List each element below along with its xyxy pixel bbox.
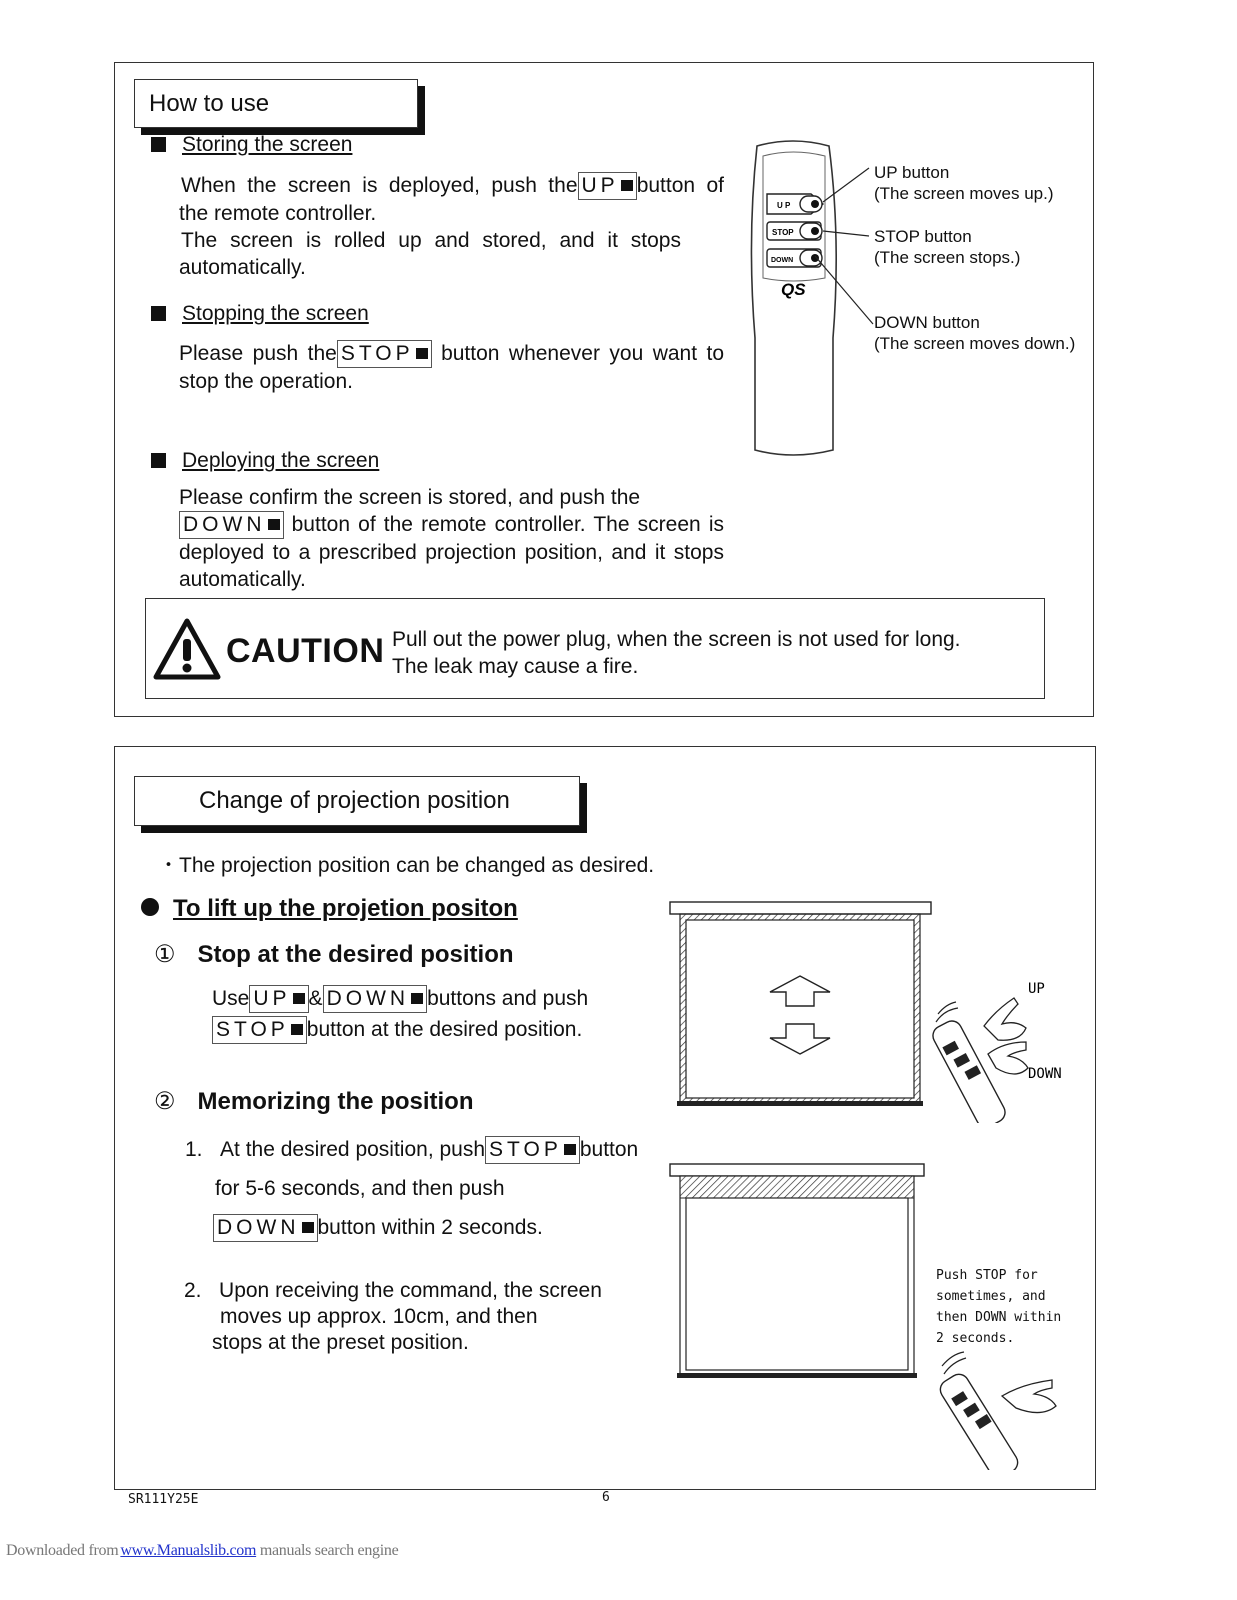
doc-code: SR111Y25E	[128, 1492, 199, 1507]
up-button-label: UP	[249, 985, 308, 1013]
bullet-circle-icon	[141, 898, 159, 916]
deploying-paragraph: Please confirm the screen is stored, and push the DOWN button of the remote controller. The screen is deployed to a prescribed projection position, and it stops automatically.	[179, 486, 724, 591]
stop-key	[767, 222, 822, 240]
manualslib-link[interactable]: www.Manualslib.com	[120, 1542, 257, 1559]
screen-adjust-figure	[666, 898, 1076, 1123]
down-button-label: DOWN	[323, 985, 428, 1013]
stop-button-label: STOP	[485, 1136, 580, 1164]
stop-key-text: STOP	[772, 228, 794, 237]
stop-button-label: STOP	[212, 1016, 307, 1044]
warning-triangle-icon	[152, 617, 222, 681]
download-footer: Downloaded from www.Manualslib.com manuals search engine	[6, 1542, 399, 1559]
figure-up-label: UP	[1028, 981, 1045, 997]
caution-word: CAUTION	[226, 632, 385, 670]
storing-heading: Storing the screen	[151, 133, 352, 157]
figure-down-label: DOWN	[1028, 1066, 1062, 1082]
bullet-square-icon	[151, 137, 166, 152]
down-key	[767, 249, 822, 267]
hand-remote-icon	[929, 998, 1028, 1123]
down-button-callout: DOWN button (The screen moves down.)	[874, 313, 1076, 353]
down-button-label: DOWN	[213, 1214, 318, 1242]
step2-item1: 1. At the desired position, push STOP button for 5-6 seconds, and then push DOWN button within 2 seconds.	[185, 1130, 638, 1247]
bullet-square-icon	[151, 306, 166, 321]
caution-box	[145, 598, 1045, 699]
down-button-label: DOWN	[179, 511, 284, 539]
up-key	[767, 194, 823, 214]
up-button-label: UP	[578, 172, 637, 200]
figure-note: Push STOP for sometimes, and then DOWN within 2 seconds.	[936, 1268, 1062, 1346]
deploying-heading: Deploying the screen	[151, 449, 379, 473]
section-title: Change of projection position	[199, 787, 510, 814]
step2-item2: 2. Upon receiving the command, the screen moves up approx. 10cm, and then stops at the preset position.	[184, 1279, 602, 1354]
stop-button-label: STOP	[337, 340, 432, 368]
intro-text: ・The projection position can be changed as desired.	[158, 854, 655, 877]
lift-heading: To lift up the projetion positon	[141, 895, 518, 923]
down-key-text: DOWN	[771, 257, 794, 264]
hand-remote-icon	[937, 1352, 1056, 1470]
caution-text: Pull out the power plug, when the screen is not used for long. The leak may cause a fire.	[392, 628, 961, 678]
stopping-paragraph: Please push the STOP button whenever you want to stop the operation.	[179, 342, 725, 393]
section-title: How to use	[149, 90, 270, 117]
section-title-box	[134, 776, 580, 826]
up-button-callout: UP button (The screen moves up.)	[874, 163, 1054, 203]
up-key-text: U P	[777, 201, 791, 210]
storing-paragraph: When the screen is deployed, push the UP button of the remote controller. The screen is rolled up and stored, and it stops automatically.	[179, 174, 725, 279]
qs-logo: QS	[781, 280, 806, 299]
stop-button-callout: STOP button (The screen stops.)	[874, 227, 1021, 267]
stopping-heading: Stopping the screen	[151, 302, 369, 326]
page-number: 6	[602, 1490, 610, 1505]
step1-text: Use UP & DOWN buttons and push STOP button at the desired position.	[212, 983, 588, 1045]
section-title-box	[134, 79, 418, 128]
bullet-square-icon	[151, 453, 166, 468]
step2-heading: ② Memorizing the position	[154, 1088, 474, 1115]
step1-heading: ① Stop at the desired position	[154, 941, 514, 968]
